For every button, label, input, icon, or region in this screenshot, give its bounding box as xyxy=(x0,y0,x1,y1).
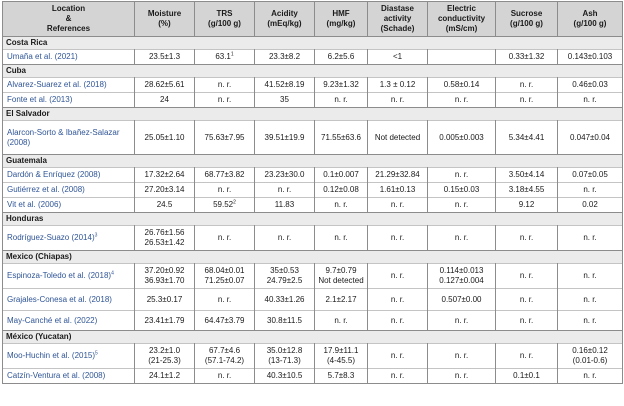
acidity-range: (13-71.3) xyxy=(268,356,301,365)
table-row xyxy=(3,369,623,384)
reference-link[interactable] xyxy=(3,289,135,311)
moisture-cell: 27.20±3.14 xyxy=(135,183,195,198)
sucrose-cell: n. r. xyxy=(496,289,558,311)
table-row xyxy=(3,289,623,311)
ec-value-2: 0.127±0.004 xyxy=(439,276,484,285)
ash-cell: 0.46±0.03 xyxy=(558,78,623,93)
ash-cell: n. r. xyxy=(558,264,623,289)
footnote-marker: 1 xyxy=(230,51,234,58)
trs-cell: 64.47±3.79 xyxy=(195,311,255,331)
header-electric-conductivity: Electric conductivity (mS/cm) xyxy=(428,2,496,37)
trs-cell xyxy=(195,198,255,213)
trs-cell: n. r. xyxy=(195,226,255,251)
reference-link[interactable] xyxy=(3,168,135,183)
ash-cell: n. r. xyxy=(558,93,623,108)
trs-cell xyxy=(195,344,255,369)
diastase-cell: 21.29±32.84 xyxy=(368,168,428,183)
header-hmf: HMF (mg/kg) xyxy=(315,2,368,37)
group-label: El Salvador xyxy=(3,108,623,121)
hmf-cell xyxy=(315,344,368,369)
footnote-marker: 3 xyxy=(94,232,98,239)
trs-value: 63.1 xyxy=(215,52,231,61)
hmf-value-2: Not detected xyxy=(318,276,364,285)
sucrose-cell: 3.18±4.55 xyxy=(496,183,558,198)
moisture-cell: 25.05±1.10 xyxy=(135,121,195,155)
reference-text[interactable]: Fonte et al. (2013) xyxy=(7,95,73,104)
trs-value: 68.04±0.01 xyxy=(204,266,245,275)
hmf-cell: 6.2±5.6 xyxy=(315,50,368,65)
sucrose-cell: n. r. xyxy=(496,264,558,289)
acidity-cell: 41.52±8.19 xyxy=(255,78,315,93)
group-label: Honduras xyxy=(3,213,623,226)
acidity-cell: 11.83 xyxy=(255,198,315,213)
moisture-cell xyxy=(135,226,195,251)
reference-text[interactable]: May-Canché et al. (2022) xyxy=(7,315,98,325)
moisture-cell xyxy=(135,264,195,289)
moisture-value-2: 36.93±1.70 xyxy=(144,276,185,285)
ash-cell: n. r. xyxy=(558,311,623,331)
header-moisture: Moisture (%) xyxy=(135,2,195,37)
diastase-cell: Not detected xyxy=(368,121,428,155)
reference-link[interactable] xyxy=(3,121,135,155)
moisture-cell: 24.5 xyxy=(135,198,195,213)
acidity-cell: n. r. xyxy=(255,226,315,251)
trs-cell: n. r. xyxy=(195,93,255,108)
header-ash: Ash (g/100 g) xyxy=(558,2,623,37)
trs-cell xyxy=(195,50,255,65)
sucrose-cell: 5.34±4.41 xyxy=(496,121,558,155)
trs-cell: n. r. xyxy=(195,289,255,311)
reference-text[interactable]: Dardón & Enríquez (2008) xyxy=(7,170,101,179)
ash-cell: 0.143±0.103 xyxy=(558,50,623,65)
hmf-cell: 71.55±63.6 xyxy=(315,121,368,155)
ec-cell: n. r. xyxy=(428,198,496,213)
trs-value: 59.52 xyxy=(213,200,234,209)
sucrose-cell: 9.12 xyxy=(496,198,558,213)
acidity-value: 35.0±12.8 xyxy=(266,346,303,355)
trs-value-2: 71.25±0.07 xyxy=(204,276,245,285)
acidity-cell: 40.3±10.5 xyxy=(255,369,315,384)
table-row xyxy=(3,311,623,331)
table-row xyxy=(3,344,623,369)
trs-cell: n. r. xyxy=(195,183,255,198)
moisture-cell: 23.41±1.79 xyxy=(135,311,195,331)
hmf-value: 17.9±11.1 xyxy=(323,346,359,355)
acidity-cell: 39.51±19.9 xyxy=(255,121,315,155)
acidity-cell: 23.3±8.2 xyxy=(255,50,315,65)
sucrose-cell: n. r. xyxy=(496,226,558,251)
acidity-cell: 35 xyxy=(255,93,315,108)
reference-text[interactable]: Espinoza-Toledo et al. (2018) xyxy=(7,271,112,280)
footnote-marker: 2 xyxy=(233,199,236,206)
table-container xyxy=(2,1,622,384)
group-label: México (Yucatan) xyxy=(3,331,623,344)
hmf-cell: n. r. xyxy=(315,311,368,331)
group-row xyxy=(3,65,623,78)
acidity-cell: 40.33±1.26 xyxy=(255,289,315,311)
sucrose-cell: n. r. xyxy=(496,78,558,93)
moisture-range: (21-25.3) xyxy=(148,356,181,365)
header-acidity: Acidity (mEq/kg) xyxy=(255,2,315,37)
hmf-cell: 0.12±0.08 xyxy=(315,183,368,198)
ash-cell: 0.02 xyxy=(558,198,623,213)
acidity-value-2: 24.79±2.5 xyxy=(266,276,303,285)
diastase-cell: n. r. xyxy=(368,93,428,108)
ec-cell: n. r. xyxy=(428,168,496,183)
ash-cell xyxy=(558,344,623,369)
hmf-range: (4-45.5) xyxy=(326,356,355,365)
sucrose-cell: n. r. xyxy=(496,344,558,369)
reference-text[interactable]: Rodríguez-Suazo (2014) xyxy=(7,233,95,242)
trs-cell xyxy=(195,264,255,289)
table-row xyxy=(3,121,623,155)
reference-link[interactable] xyxy=(3,198,135,213)
sucrose-cell: 0.1±0.1 xyxy=(496,369,558,384)
moisture-value: 26.76±1.56 xyxy=(144,228,185,237)
acidity-cell: n. r. xyxy=(255,183,315,198)
ec-cell: n. r. xyxy=(428,369,496,384)
footnote-marker: 5 xyxy=(95,350,98,357)
reference-text[interactable]: Vit et al. (2006) xyxy=(7,200,62,209)
diastase-cell: n. r. xyxy=(368,264,428,289)
group-label: Guatemala xyxy=(3,155,623,168)
reference-link[interactable] xyxy=(3,93,135,108)
hmf-value: 9.7±0.79 xyxy=(325,266,357,275)
diastase-cell: n. r. xyxy=(368,289,428,311)
footnote-marker: 4 xyxy=(111,270,114,277)
group-row xyxy=(3,108,623,121)
sucrose-cell: n. r. xyxy=(496,311,558,331)
reference-link[interactable] xyxy=(3,183,135,198)
reference-text[interactable]: Alvarez-Suarez et al. (2018) xyxy=(7,80,107,89)
ec-cell: 0.507±0.00 xyxy=(428,289,496,311)
acidity-cell xyxy=(255,264,315,289)
group-label: Costa Rica xyxy=(3,37,623,50)
moisture-cell: 24 xyxy=(135,93,195,108)
ec-cell: n. r. xyxy=(428,311,496,331)
reference-link[interactable] xyxy=(3,78,135,93)
moisture-cell: 17.32±2.64 xyxy=(135,168,195,183)
trs-range: (57.1-74.2) xyxy=(204,356,245,365)
header-trs: TRS (g/100 g) xyxy=(195,2,255,37)
moisture-cell: 24.1±1.2 xyxy=(135,369,195,384)
table-row xyxy=(3,168,623,183)
header-row xyxy=(3,2,623,37)
sucrose-cell: 3.50±4.14 xyxy=(496,168,558,183)
acidity-value: 35±0.53 xyxy=(270,266,299,275)
table-row xyxy=(3,93,623,108)
ash-cell: n. r. xyxy=(558,226,623,251)
acidity-cell: 23.23±30.0 xyxy=(255,168,315,183)
hmf-cell: n. r. xyxy=(315,226,368,251)
diastase-cell: n. r. xyxy=(368,198,428,213)
group-row xyxy=(3,155,623,168)
reference-link[interactable] xyxy=(3,50,135,65)
diastase-cell: n. r. xyxy=(368,369,428,384)
hmf-cell: 5.7±8.3 xyxy=(315,369,368,384)
trs-cell: n. r. xyxy=(195,369,255,384)
hmf-cell: 2.1±2.17 xyxy=(315,289,368,311)
reference-link[interactable] xyxy=(3,226,135,251)
ash-range: (0.01-0.6) xyxy=(572,356,608,365)
sucrose-cell: n. r. xyxy=(496,93,558,108)
trs-value: 67.7±4.6 xyxy=(208,346,241,355)
group-row xyxy=(3,37,623,50)
group-label: Mexico (Chiapas) xyxy=(3,251,623,264)
table-row xyxy=(3,78,623,93)
reference-link[interactable] xyxy=(3,311,135,331)
trs-cell: 75.63±7.95 xyxy=(195,121,255,155)
ash-cell: 0.047±0.04 xyxy=(558,121,623,155)
reference-text[interactable]: Catzín-Ventura et al. (2008) xyxy=(7,371,106,380)
ec-cell: 0.58±0.14 xyxy=(428,78,496,93)
group-row xyxy=(3,251,623,264)
moisture-cell: 25.3±0.17 xyxy=(135,289,195,311)
diastase-cell: n. r. xyxy=(368,344,428,369)
ash-cell: n. r. xyxy=(558,183,623,198)
hmf-cell: n. r. xyxy=(315,198,368,213)
moisture-value: 37.20±0.92 xyxy=(144,266,185,275)
reference-text[interactable]: Alarcon-Sorto & Ibañez-Salazar (2008) xyxy=(7,127,120,147)
group-row xyxy=(3,213,623,226)
moisture-value: 23.2±1.0 xyxy=(148,346,181,355)
diastase-cell: 1.3 ± 0.12 xyxy=(368,78,428,93)
acidity-cell xyxy=(255,344,315,369)
ash-value: 0.16±0.12 xyxy=(572,346,608,355)
reference-text[interactable]: Umaña et al. (2021) xyxy=(7,52,78,61)
reference-link[interactable] xyxy=(3,264,135,289)
reference-link[interactable] xyxy=(3,369,135,384)
moisture-cell: 28.62±5.61 xyxy=(135,78,195,93)
moisture-cell: 23.5±1.3 xyxy=(135,50,195,65)
ec-cell: n. r. xyxy=(428,226,496,251)
header-location: Location & References xyxy=(3,2,135,37)
ash-cell: 0.07±0.05 xyxy=(558,168,623,183)
honey-properties-table xyxy=(2,1,623,384)
hmf-cell: n. r. xyxy=(315,93,368,108)
diastase-cell: n. r. xyxy=(368,311,428,331)
diastase-cell: n. r. xyxy=(368,226,428,251)
table-row xyxy=(3,50,623,65)
table-row xyxy=(3,226,623,251)
ec-cell: 0.15±0.03 xyxy=(428,183,496,198)
ash-cell: n. r. xyxy=(558,369,623,384)
hmf-cell: 9.23±1.32 xyxy=(315,78,368,93)
moisture-cell xyxy=(135,344,195,369)
header-sucrose: Sucrose (g/100 g) xyxy=(496,2,558,37)
trs-cell: n. r. xyxy=(195,78,255,93)
table-row xyxy=(3,198,623,213)
ec-cell: n. r. xyxy=(428,93,496,108)
hmf-cell xyxy=(315,264,368,289)
group-row xyxy=(3,331,623,344)
ec-value: 0.114±0.013 xyxy=(439,266,484,275)
group-label: Cuba xyxy=(3,65,623,78)
reference-text[interactable]: Moo-Huchin et al. (2015) xyxy=(7,351,96,360)
diastase-cell: 1.61±0.13 xyxy=(368,183,428,198)
reference-text[interactable]: Gutiérrez et al. (2008) xyxy=(7,185,85,194)
ec-cell xyxy=(428,264,496,289)
diastase-cell: <1 xyxy=(368,50,428,65)
hmf-cell: 0.1±0.007 xyxy=(315,168,368,183)
ec-cell: 0.005±0.003 xyxy=(428,121,496,155)
reference-link[interactable] xyxy=(3,344,135,369)
ec-cell xyxy=(428,50,496,65)
reference-text[interactable]: Grajales-Conesa et al. (2018) xyxy=(7,294,112,304)
ec-cell: n. r. xyxy=(428,344,496,369)
trs-cell: 68.77±3.82 xyxy=(195,168,255,183)
header-diastase: Diastase activity (Schade) xyxy=(368,2,428,37)
ash-cell: n. r. xyxy=(558,289,623,311)
table-row xyxy=(3,264,623,289)
acidity-cell: 30.8±11.5 xyxy=(255,311,315,331)
sucrose-cell: 0.33±1.32 xyxy=(496,50,558,65)
moisture-value-2: 26.53±1.42 xyxy=(144,238,185,247)
table-row xyxy=(3,183,623,198)
